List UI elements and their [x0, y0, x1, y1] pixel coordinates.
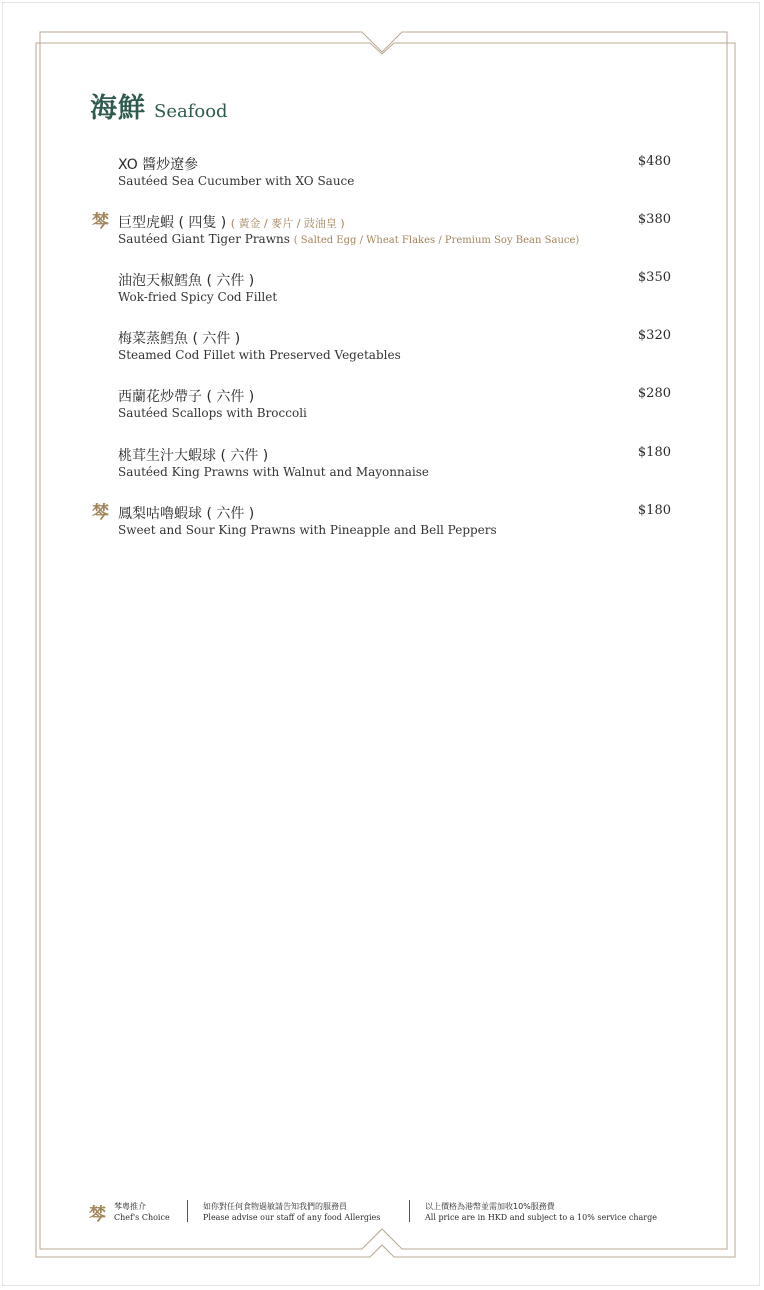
menu-item [0, 212, 764, 262]
item-name-zh: 巨型虎蝦 ( 四隻 ) ( 黃金 / 麥片 / 豉油皇 ) [118, 215, 345, 231]
item-price: $180 [637, 445, 671, 460]
item-price: $180 [637, 503, 671, 518]
footer-divider [187, 1200, 188, 1222]
footer-allergy-zh: 如你對任何食物過敏請告知我們的服務員 [203, 1202, 347, 1211]
menu-item [0, 154, 764, 204]
footer-price-zh: 以上價格為港幣並需加收10%服務費 [425, 1202, 555, 1211]
menu-item [0, 386, 764, 436]
footer-price-en: All price are in HKD and subject to a 10% service charge [425, 1213, 657, 1222]
item-name-en: Sautéed Scallops with Broccoli [118, 406, 307, 420]
footer-divider [409, 1200, 410, 1222]
section-header [90, 86, 228, 125]
chef-choice-icon: 棽 [92, 212, 109, 232]
item-price: $350 [637, 270, 671, 285]
item-options-en: ( Salted Egg / Wheat Flakes / Premium Soy Bean Sauce) [293, 235, 580, 246]
footer-chef-zh: 棽粵推介 [114, 1202, 146, 1211]
chef-choice-icon: 棽 [92, 503, 109, 523]
item-name-en: Steamed Cod Fillet with Preserved Vegetables [118, 348, 401, 362]
menu-item [0, 503, 764, 553]
item-name-zh: 梅菜蒸鱈魚 ( 六件 ) [118, 331, 241, 347]
footer-allergy-note [203, 1201, 380, 1223]
item-name-zh: 油泡天椒鱈魚 ( 六件 ) [118, 273, 255, 289]
section-title-zh: 海鮮 [90, 93, 146, 124]
item-name-en: Sautéed King Prawns with Walnut and Mayonnaise [118, 465, 429, 479]
section-title-en: Seafood [154, 101, 228, 122]
item-name-en: Sweet and Sour King Prawns with Pineapple and Bell Peppers [118, 523, 497, 537]
footer-chef-choice [114, 1201, 170, 1223]
menu-item [0, 270, 764, 320]
item-options-zh: ( 黃金 / 麥片 / 豉油皇 ) [230, 217, 345, 230]
item-name-en: Wok-fried Spicy Cod Fillet [118, 290, 278, 304]
item-name-zh: 西蘭花炒帶子 ( 六件 ) [118, 389, 255, 405]
item-price: $480 [637, 154, 671, 169]
menu-item [0, 445, 764, 495]
item-price: $380 [637, 212, 671, 227]
footer-chef-en: Chef's Choice [114, 1213, 170, 1222]
item-price: $320 [637, 328, 671, 343]
item-name-zh: 桃茸生汁大蝦球 ( 六件 ) [118, 448, 269, 464]
menu-footer [0, 1200, 764, 1230]
item-price: $280 [637, 386, 671, 401]
item-name-en: Sautéed Sea Cucumber with XO Sauce [118, 174, 355, 188]
menu-item [0, 328, 764, 378]
item-name-en: Sautéed Giant Tiger Prawns ( Salted Egg / Wheat Flakes / Premium Soy Bean Sauce) [118, 232, 580, 246]
item-name-zh: XO 醬炒遼參 [118, 157, 199, 173]
footer-price-note [425, 1201, 657, 1223]
item-name-zh: 鳳梨咕嚕蝦球 ( 六件 ) [118, 506, 255, 522]
footer-allergy-en: Please advise our staff of any food Allergies [203, 1213, 381, 1222]
chef-choice-icon: 棽 [89, 1205, 106, 1225]
